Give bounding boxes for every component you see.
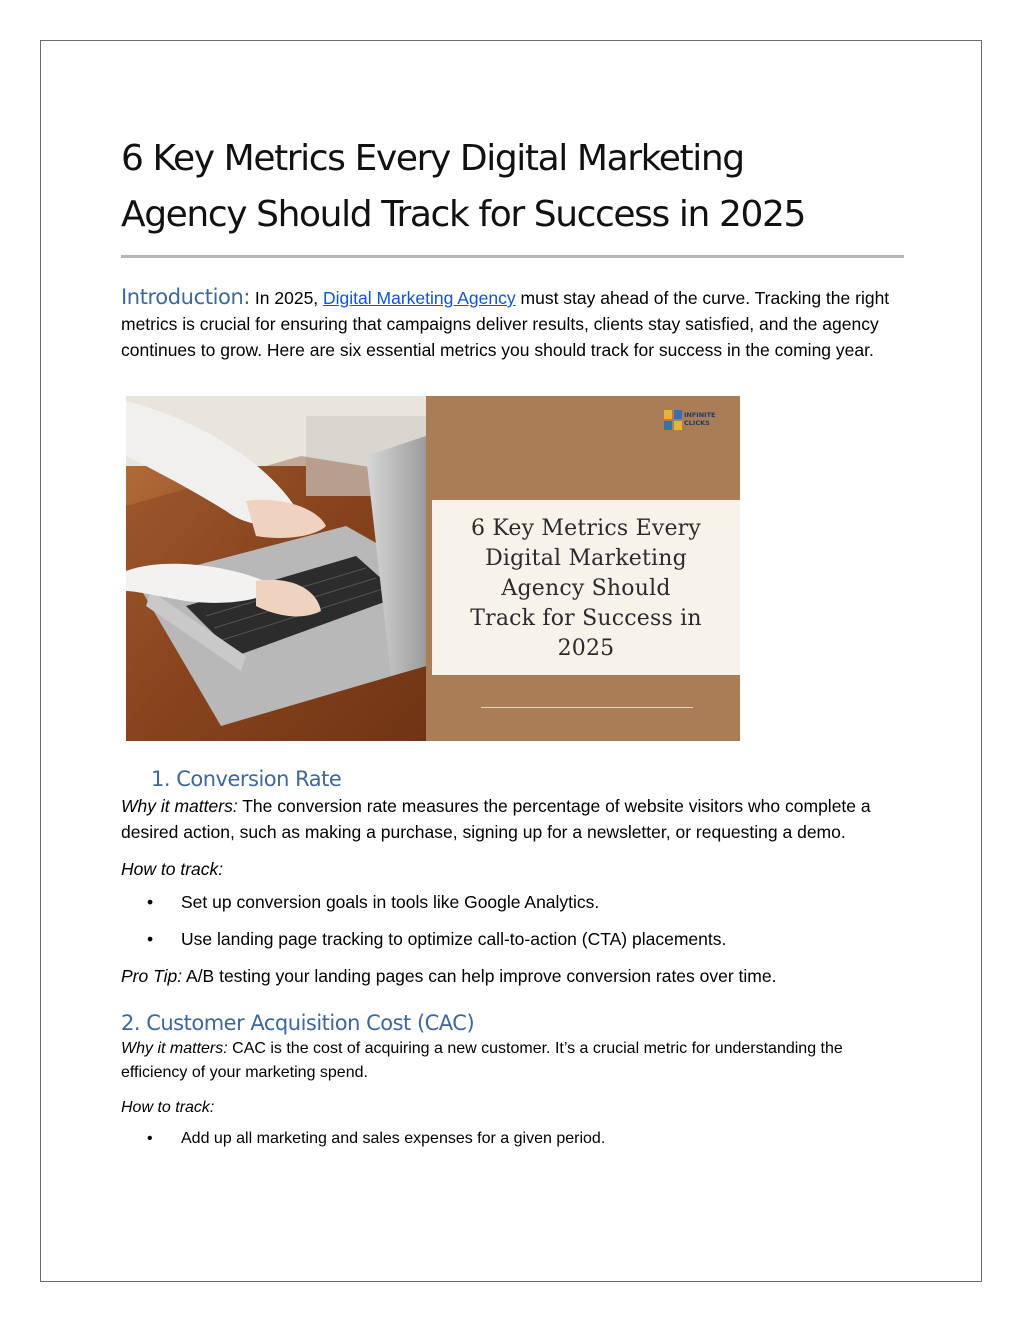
metrics-sections	[121, 765, 911, 1162]
why-text: The conversion rate measures the percentage of website visitors who complete a desired action, such as making a purchase, signing up for a newsletter, or requesting a demo.	[121, 796, 871, 842]
why-it-matters-paragraph	[121, 793, 911, 845]
list-item: • Use landing page tracking to optimize call-to-action (CTA) placements.	[121, 926, 911, 952]
why-it-matters-paragraph	[121, 1037, 911, 1085]
section-conversion-rate	[121, 765, 911, 989]
bullet-list	[121, 1127, 911, 1151]
infinite-clicks-logo	[664, 410, 734, 432]
pro-tip-text: A/B testing your landing pages can help improve conversion rates over time.	[182, 966, 777, 986]
why-text: CAC is the cost of acquiring a new customer. It’s a crucial metric for understanding the efficiency of your marketing spend.	[121, 1040, 843, 1081]
intro-label: Introduction:	[121, 285, 251, 309]
hero-image	[126, 396, 740, 741]
bullet-list	[121, 889, 911, 952]
title-line-2: Agency Should Track for Success in 2025	[121, 194, 806, 235]
hero-title-panel	[426, 396, 740, 741]
title-divider	[121, 255, 904, 258]
logo-grid-icon	[664, 410, 682, 430]
hero-divider	[481, 707, 693, 708]
logo-text: INFINITE CLICKS	[684, 411, 716, 427]
laptop-typing-photo	[126, 396, 426, 741]
intro-paragraph	[121, 284, 904, 363]
document-header	[121, 131, 904, 381]
why-label: Why it matters:	[121, 796, 238, 816]
section-heading: 1. Conversion Rate	[151, 767, 342, 791]
pro-tip-paragraph	[121, 963, 911, 989]
list-item: • Add up all marketing and sales expenses for a given period.	[121, 1127, 911, 1151]
list-item: • Set up conversion goals in tools like Google Analytics.	[121, 889, 911, 915]
section-heading: 2. Customer Acquisition Cost (CAC)	[121, 1011, 475, 1035]
title-line-1: 6 Key Metrics Every Digital Marketing	[121, 138, 744, 179]
intro-text-before-link: In 2025,	[250, 288, 324, 308]
digital-marketing-agency-link[interactable]: Digital Marketing Agency	[323, 288, 516, 308]
pro-tip-label: Pro Tip:	[121, 966, 183, 986]
document-title	[121, 131, 904, 243]
hero-title-card	[432, 500, 740, 675]
how-to-track-label: How to track:	[121, 859, 224, 879]
how-to-track-label: How to track:	[121, 1099, 215, 1116]
intro-text-after-link: must stay ahead of the curve. Tracking the right metrics is crucial for ensuring that campaigns deliver results, clients stay satisfied, and the agency continues to grow. Here are six essential metrics you should track for success in the coming year.	[121, 288, 890, 360]
section-customer-acquisition-cost	[121, 1009, 911, 1151]
hero-card-text: 6 Key Metrics Every Digital Marketing Agency Should Track for Success in 2025	[470, 516, 702, 661]
document-page	[40, 40, 982, 1282]
why-label: Why it matters:	[121, 1040, 228, 1057]
